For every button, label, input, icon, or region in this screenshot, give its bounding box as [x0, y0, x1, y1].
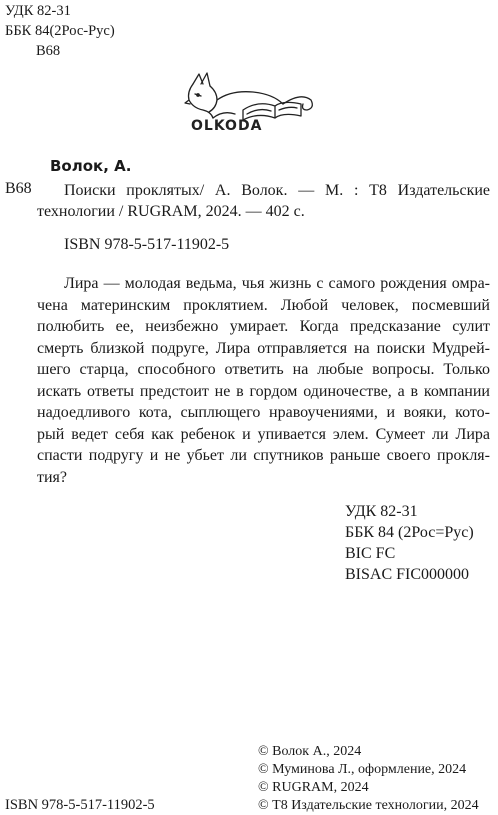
- isbn-main: ISBN 978-5-517-11902-5: [64, 236, 230, 253]
- cls-udk: УДК 82-31: [345, 503, 418, 520]
- isbn-bottom: ISBN 978-5-517-11902-5: [5, 797, 155, 813]
- annotation-line: тия?: [37, 468, 68, 486]
- annotation-line: полюбить ее, неизбежно умирает. Когда предсказание сулит: [37, 318, 490, 335]
- copyright-design: © Муминова Л., оформление, 2024: [258, 762, 467, 777]
- annotation: [37, 273, 490, 488]
- bibliographic-description: Поиски проклятых/ А. Волок. — М. : Т8 Издательские технологии / RUGRAM, 2024. — 402 с.: [37, 182, 490, 220]
- copyright-publisher: © RUGRAM, 2024: [258, 780, 369, 795]
- logo-text: ОLKODA: [191, 118, 263, 134]
- bbk-code: ББК 84(2Рос-Рус): [5, 23, 115, 39]
- annotation-line: рый ведет себя как ребенок и упивается элем. Сумеет ли Лира: [37, 425, 490, 443]
- classification-code: В68: [5, 180, 32, 197]
- annotation-line: Лира — молодая ведьма, чья жизнь с самого рождения омра-: [64, 275, 490, 292]
- cls-bisac: BISAC FIC000000: [345, 566, 470, 583]
- annotation-line: смерть близкой подруге, Лира отправляется на поиски Мудрей-: [37, 339, 490, 357]
- cls-bic: BIC FC: [345, 545, 396, 562]
- annotation-line: надоедливого кота, сыплющего нравоучениями, и вояки, кото-: [37, 404, 490, 421]
- cls-bbk: ББК 84 (2Рос=Рус): [345, 524, 474, 541]
- publisher-logo: [183, 70, 318, 142]
- copyright-t8: © Т8 Издательские технологии, 2024: [258, 798, 479, 813]
- author-sign: В68: [36, 43, 61, 59]
- annotation-line: чена материнским проклятием. Любой человек, посмевший: [37, 296, 490, 314]
- author-name: Волок, А.: [50, 157, 132, 175]
- annotation-line: шего старца, способного ответить на любые вопросы. Только: [37, 361, 490, 378]
- copyright-author: © Волок А., 2024: [258, 744, 362, 759]
- udk-code: УДК 82-31: [5, 3, 71, 19]
- annotation-line: спасти подругу и не убьет ли спутников раньше своего прокля-: [37, 447, 490, 464]
- annotation-line: искать ответы предстоит не в гордом одиночестве, а в компании: [37, 382, 490, 400]
